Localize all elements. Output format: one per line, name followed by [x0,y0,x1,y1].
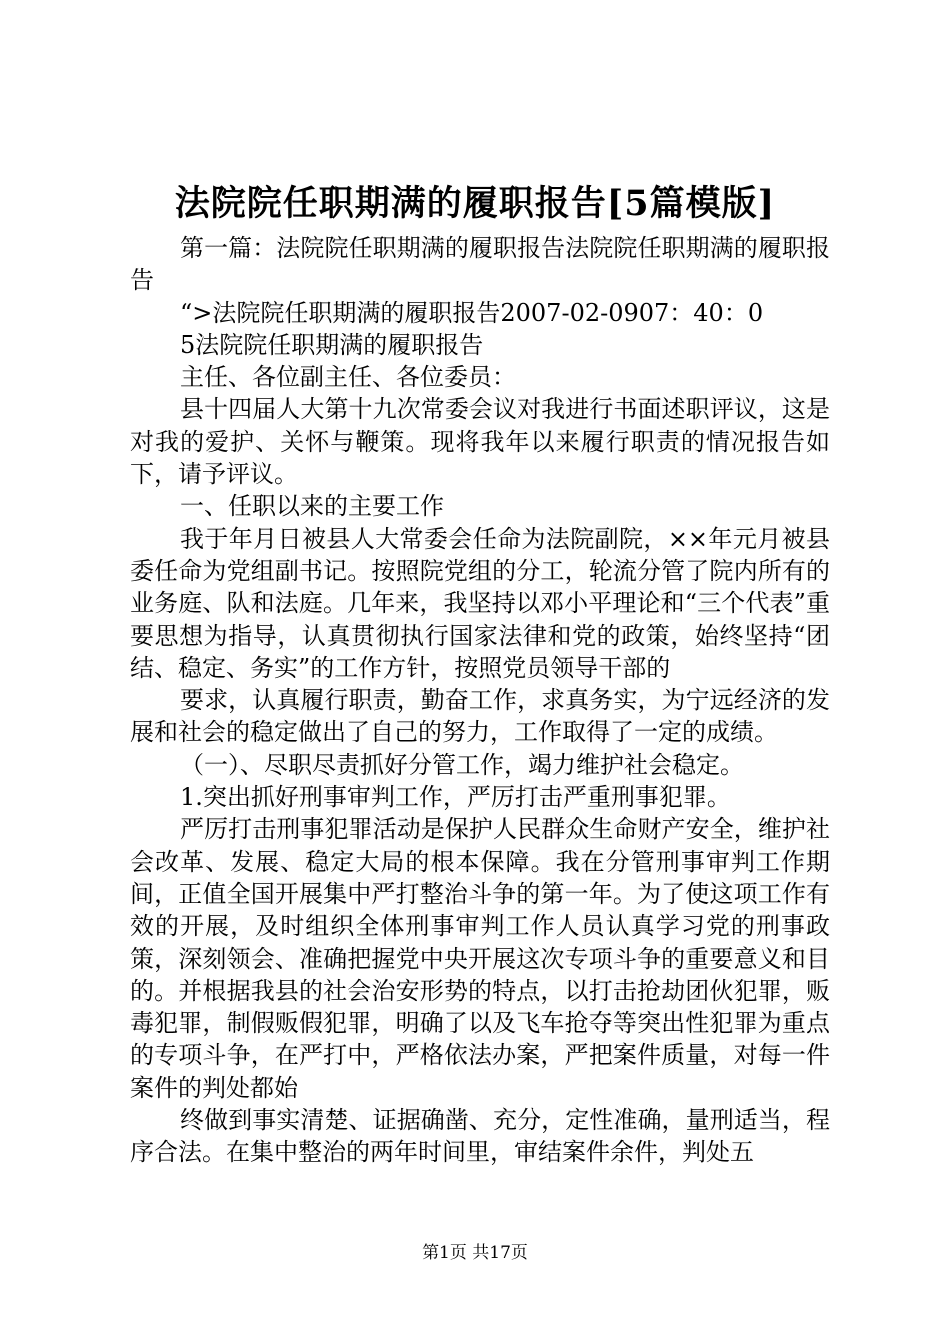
subsection-heading: 1.突出抓好刑事审判工作，严厉打击严重刑事犯罪。 [180,783,731,812]
paragraph: 终做到事实清楚、证据确凿、充分，定性准确，量刑适当，程序合法。在集中整治的两年时间里，审结案件余件，判处五 [130,1106,830,1167]
paragraph: 县十四届人大第十九次常委会议对我进行书面述职评议，这是对我的爱护、关怀与鞭策。现将我年以来履行职责的情况报告如下，请予评议。 [130,395,830,489]
paragraph: 严厉打击刑事犯罪活动是保护人民群众生命财产安全，维护社会改革、发展、稳定大局的根本保障。我在分管刑事审判工作期间，正值全国开展集中严打整治斗争的第一年。为了使这项工作有效的开展，及时组织全体刑事审判工作人员认真学习党的刑事政策，深刻领会、准确把握党中央开展这次专项斗争的重要意义和目的。并根据我县的社会治安形势的特点，以打击抢劫团伙犯罪，贩毒犯罪，制假贩假犯罪，明确了以及飞车抢夺等突出性犯罪为重点的专项斗争，在严打中，严格依法办案，严把案件质量，对每一件案件的判处都始 [130,815,830,1102]
paragraph: 第一篇：法院院任职期满的履职报告法院院任职期满的履职报告 [130,234,830,295]
document-body [130,232,830,1169]
paragraph: 我于年月日被县人大常委会任命为法院副院，××年元月被县委任命为党组副书记。按照院党组的分工，轮流分管了院内所有的业务庭、队和法庭。几年来，我坚持以邓小平理论和“三个代表”重要思想为指导，认真贯彻执行国家法律和党的政策，始终坚持“团结、稳定、务实”的工作方针，按照党员领导干部的 [130,524,830,682]
subsection-heading: （一）、尽职尽责抓好分管工作，竭力维护社会稳定。 [180,750,744,779]
paragraph: 要求，认真履行职责，勤奋工作，求真务实，为宁远经济的发展和社会的稳定做出了自己的努力，工作取得了一定的成绩。 [130,686,830,747]
section-heading: 一、任职以来的主要工作 [180,492,444,521]
page-footer: 第1页 共17页 [422,1243,528,1263]
paragraph: 主任、各位副主任、各位委员： [180,363,516,392]
paragraph: 5法院院任职期满的履职报告 [180,330,484,359]
document-title: 法院院任职期满的履职报告[5篇模版] [174,183,776,224]
paragraph: “>法院院任职期满的履职报告2007-02-0907：40：0 [180,298,764,327]
